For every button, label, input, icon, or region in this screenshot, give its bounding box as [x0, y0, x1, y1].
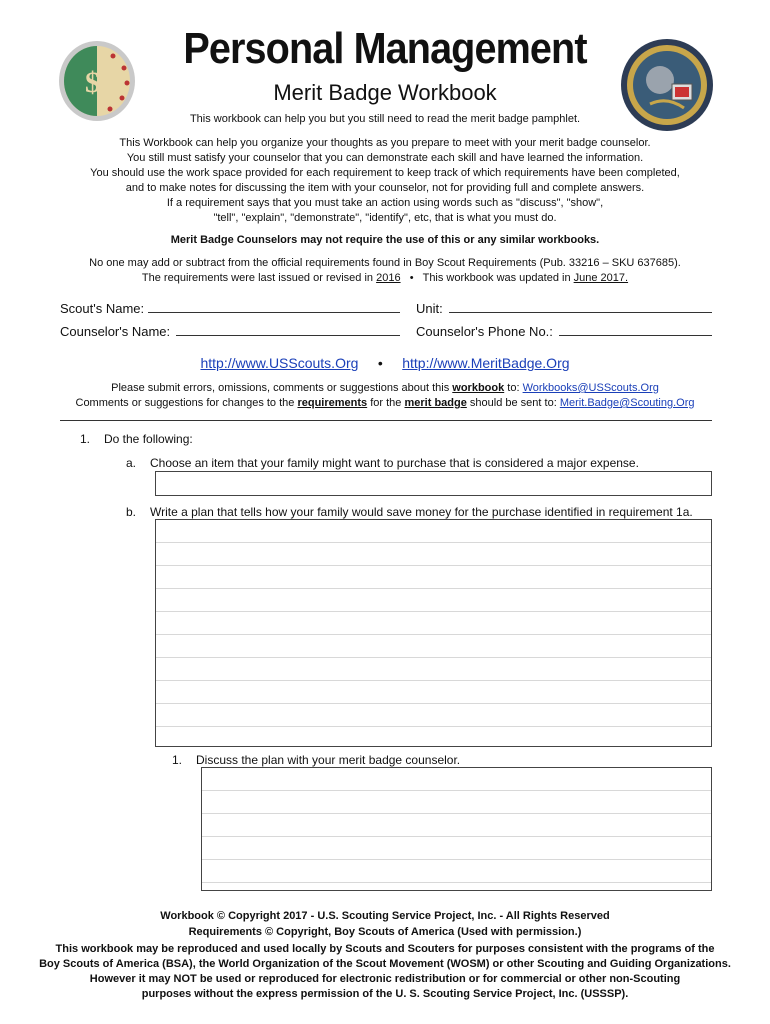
requirement-1b-answer-box[interactable] — [155, 519, 712, 747]
requirement-1b1-label: 1. — [172, 753, 183, 767]
requirement-1a-label: a. — [126, 456, 137, 470]
requirements-source: No one may add or subtract from the official requirements found in Boy Scout Requirements (Pub. 33216 – SKU 637685). — [89, 257, 681, 269]
issued-year: 2016 — [376, 272, 401, 284]
unit-line[interactable] — [449, 301, 712, 313]
meritbadge-link[interactable]: http://www.MeritBadge.Org — [402, 355, 570, 371]
website-links: http://www.USScouts.Org • http://www.MeritBadge.Org — [200, 355, 570, 371]
requirement-1-text: Do the following: — [104, 432, 193, 446]
counselor-notice: Merit Badge Counselors may not require the use of this or any similar workbooks. — [170, 234, 600, 246]
requirements-info — [0, 256, 770, 286]
usage-line: However it may NOT be used or reproduced for electronic redistribution or for commercial or other non-Scouting — [89, 973, 681, 985]
scout-name-line[interactable] — [148, 301, 400, 313]
counselor-phone-field[interactable] — [416, 324, 712, 339]
copyright-notice — [0, 908, 770, 940]
merit-badge-email-link[interactable]: Merit.Badge@Scouting.Org — [559, 397, 695, 409]
counselor-name-label: Counselor's Name: — [60, 324, 171, 339]
revision-info: The requirements were last issued or revised in 2016 • This workbook was updated in June 2017. — [141, 272, 629, 284]
workbook-notes — [0, 136, 770, 226]
requirement-1b-label: b. — [126, 505, 137, 519]
counselor-name-line[interactable] — [176, 324, 400, 336]
counselor-phone-label: Counselor's Phone No.: — [416, 324, 553, 339]
intro-text: This workbook can help you but you still need to read the merit badge pamphlet. — [189, 113, 581, 125]
section-divider — [60, 420, 712, 421]
svg-text:$: $ — [85, 66, 100, 99]
usage-line: purposes without the express permission of the U. S. Scouting Service Project, Inc. (USSSP). — [141, 988, 629, 1000]
usage-line: Boy Scouts of America (BSA), the World Organization of the Scout Movement (WOSM) or other Scouting and Guiding Organizations. — [39, 958, 731, 970]
unit-label: Unit: — [416, 301, 443, 316]
note-line: You still must satisfy your counselor that you can demonstrate each skill and have learned the information. — [126, 152, 644, 164]
workbooks-email-link[interactable]: Workbooks@USScouts.Org — [522, 382, 659, 394]
page-subtitle: Merit Badge Workbook — [273, 80, 497, 105]
note-line: You should use the work space provided for each requirement to keep track of which requirements have been completed, — [90, 167, 680, 179]
scout-name-field[interactable] — [60, 301, 400, 316]
counselor-phone-line[interactable] — [559, 324, 712, 336]
submit-info — [0, 381, 770, 411]
usscouts-link[interactable]: http://www.USScouts.Org — [200, 355, 359, 371]
requirement-1a-answer-box[interactable] — [155, 471, 712, 496]
scout-name-label: Scout's Name: — [60, 301, 145, 316]
usage-line: This workbook may be reproduced and used locally by Scouts and Scouters for purposes consistent with the programs of the — [55, 943, 715, 955]
workbook-copyright: Workbook © Copyright 2017 - U.S. Scouting Service Project, Inc. - All Rights Reserved — [160, 910, 610, 922]
note-line: "tell", "explain", "demonstrate", "identify", etc, that is what you must do. — [213, 212, 557, 224]
requirement-1b1-text: Discuss the plan with your merit badge counselor. — [196, 753, 461, 767]
requirements-copyright: Requirements © Copyright, Boy Scouts of America (Used with permission.) — [188, 926, 582, 938]
note-line: and to make notes for discussing the item with your counselor, not for providing full and complete answers. — [125, 182, 645, 194]
submit-line-workbook: Please submit errors, omissions, comments or suggestions about this workbook to: Workbooks@USScouts.Org — [111, 382, 659, 394]
note-line: This Workbook can help you organize your thoughts as you prepare to meet with your merit badge counselor. — [119, 137, 651, 149]
note-line: If a requirement says that you must take an action using words such as "discuss", "show", — [166, 197, 604, 209]
counselor-name-field[interactable] — [60, 324, 400, 339]
requirement-1b1-answer-box[interactable] — [201, 767, 712, 891]
usage-notice — [0, 942, 770, 1002]
requirement-1a-text: Choose an item that your family might want to purchase that is considered a major expense. — [150, 456, 639, 470]
requirement-1b-text: Write a plan that tells how your family would save money for the purchase identified in requirement 1a. — [150, 505, 693, 519]
requirement-1-number: 1. — [80, 432, 91, 446]
submit-line-requirements: Comments or suggestions for changes to the requirements for the merit badge should be sent to: Merit.Badge@Scouting.Org — [75, 397, 695, 409]
page-title: Personal Management — [183, 24, 587, 73]
unit-field[interactable] — [416, 301, 712, 316]
updated-date: June 2017. — [573, 272, 629, 284]
